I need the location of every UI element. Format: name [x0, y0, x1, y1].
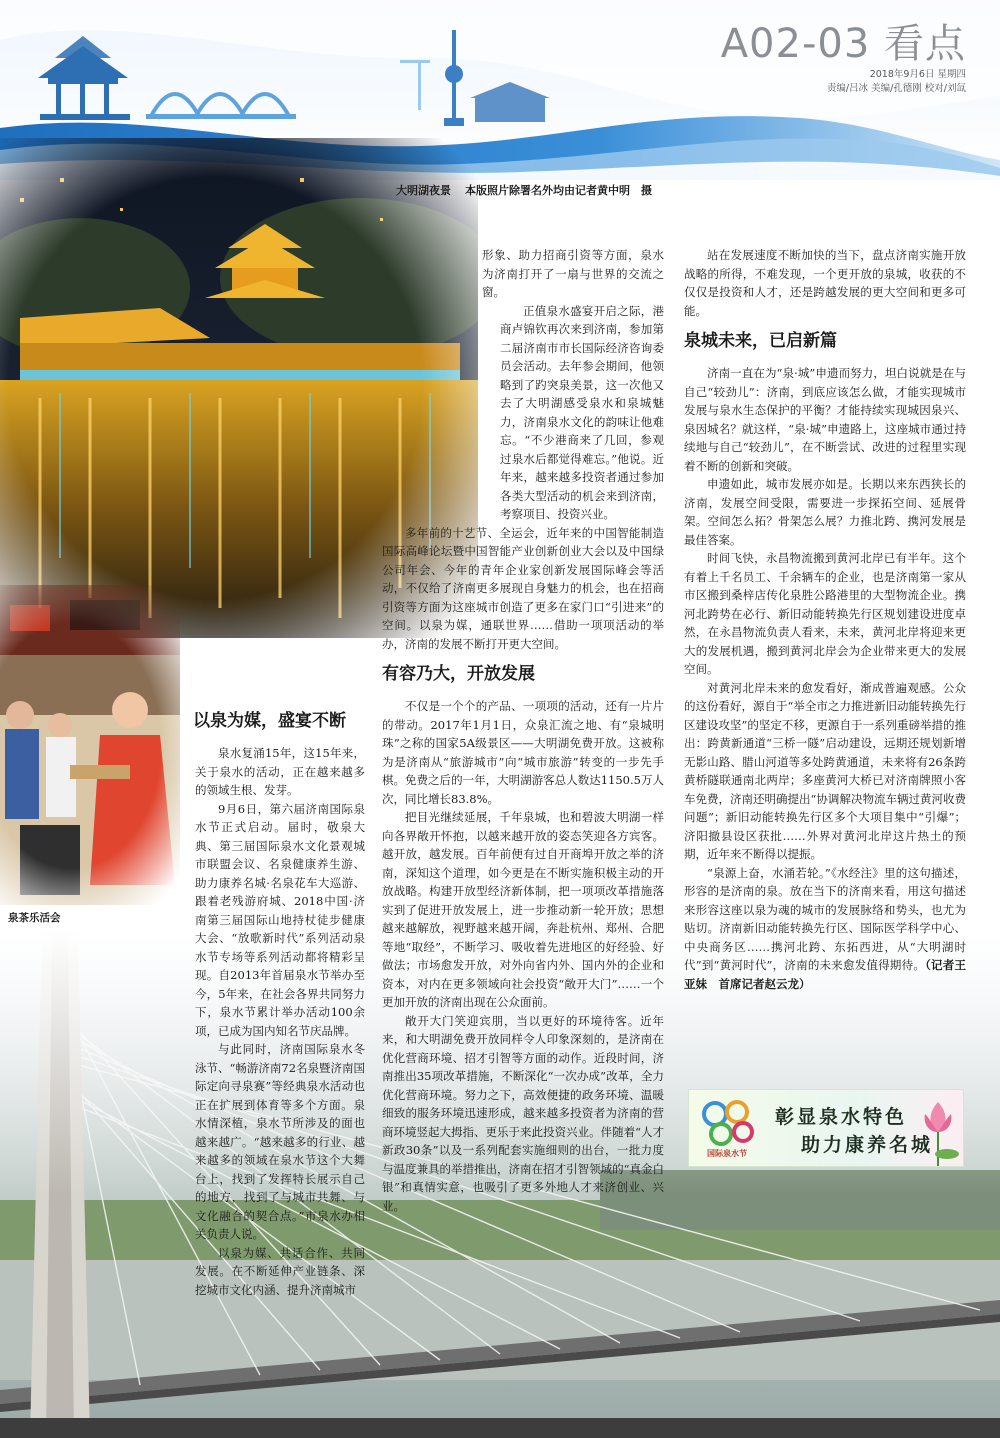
section1-heading: 以泉为媒，盛宴不断 — [193, 711, 346, 731]
top-photo-caption — [396, 182, 652, 198]
section3-paragraph: 申遗如此，城市发展亦如是。长期以来东西狭长的济南，发展空间受限，需要进一步探拓空间、延展骨架。空间怎么拓？骨架怎么展？力推北跨、携河发展是最佳答案。 — [684, 477, 966, 547]
section1-paragraph: 9月6日，第六届济南国际泉水节正式启动。届时，敬泉大典、第三届国际泉水文化景观城市联盟会议、名泉健康养生游、助力康养名城·名泉花车大巡游、跟着老残游府城、2018中国·济南第三届国际山地持杖徒步健康大会、“放歌新时代”系列活动泉水节专场等系列活动都将精彩呈现。自2013年首届泉水节举办至今，5年来，在社会各界共同努力下，泉水节累计举办活动100余项，已成为国内知名节庆品牌。 — [195, 801, 365, 1038]
festival-slogan-box — [688, 1089, 964, 1167]
section3-paragraph: 济南一直在为“泉·城”申遗而努力，坦白说就是在与自己“较劲儿”：济南，到底应该怎么做，才能实现城市发展与泉水生态保护的平衡？才能持续实现城因泉兴、泉因城名？就这样，“泉·城”申遗路上，这座城市通过持续地与自己“较劲儿”，在不断尝试、改进的过程里实现着不断的创新和突破。 — [684, 366, 966, 473]
top-photo-caption-label: 大明湖夜景 — [396, 184, 451, 197]
section3-paragraph: 时间飞快，永昌物流搬到黄河北岸已有半年。这个有着上千名员工、千余辆车的企业，也是济南第一家从市区搬到桑梓店传化泉胜公路港里的大型物流企业。携河北跨势在必行、新旧动能转换先行区规划建设进度卓然，在永昌物流负责人看来，未来，黄河北岸将迎来更大的发展机遇，搬到黄河北岸会为企业带来更大的发展空间。 — [684, 551, 966, 676]
editors-credit: 责编/吕冰 美编/孔德刚 校对/刘氙 — [826, 83, 966, 94]
column-left — [195, 708, 365, 1299]
section1-continued-paragraph: 形象、助力招商引资等方面，泉水为济南打开了一扇与世界的交流之窗。 — [482, 248, 664, 299]
section3-paragraph: 对黄河北岸未来的愈发看好，渐成普遍观感。公众的这份看好，源自于“举全市之力推进新旧动能转换先行区建设攻坚”的坚定不移，更源自于一系列重磅举措的推出：跨黄新通道“三桥一隧”启动建设，远期还规划新增无影山路、腊山河道等多处跨黄通道，未来将有26条跨黄桥隧联通南北两岸；多座黄河大桥已对济南牌照小客车免费，济南还明确提出“协调解决物流车辆过黄河收费问题”；新旧动能转换先行区多个大项目集中“引爆”；济阳撤县设区获批……外界对黄河北岸这片热土的预期，近年来不断得以提振。 — [684, 680, 966, 861]
section2-heading: 有容乃大，开放发展 — [382, 664, 535, 684]
section2-paragraph: 站在发展速度不断加快的当下，盘点济南实施开放战略的所得，不难发现，一个更开放的泉城，收获的不仅仅是投资和人才，还是跨越发展的更大空间和更多可能。 — [684, 248, 966, 318]
section1-paragraph: 与此同时，济南国际泉水冬泳节、“畅游济南72名泉暨济南国际定向寻泉赛”等经典泉水活动也正在扩展到体育等多个方面。泉水情深植，泉水节所涉及的面也越来越广。“越来越多的行业、越来越多的领域在泉水节这个大舞台上，找到了发挥特长展示自己的地方，找到了与城市共舞、与文化融合的契合点。”市泉水办相关负责人说。 — [195, 1042, 366, 1241]
section1-paragraph: 以泉为媒、共话合作、共同发展。在不断延伸产业链条、深挖城市文化内涵、提升济南城市 — [195, 1245, 365, 1297]
column-middle — [382, 246, 664, 1215]
section1-paragraph: 泉水复涌15年，这15年来，关于泉水的活动，正在越来越多的领域生根、发芽。 — [195, 746, 365, 797]
tea-photo-caption: 泉茶乐活会 — [8, 912, 61, 924]
section3-paragraph — [684, 864, 966, 994]
article-byline: （记者王亚妹 首席记者赵云龙） — [684, 958, 967, 991]
column-right — [684, 246, 966, 993]
section1-continued-paragraph: 正值泉水盛宴开启之际，港商卢锦钦再次来到济南，参加第二届济南市市长国际经济咨询委员会活动。去年参会期间，他领略到了趵突泉美景，这一次他又去了大明湖感受泉水和泉城魅力，济南泉水文化的韵味让他难忘。“不少港商来了几回，参观过泉水后都觉得难忘。”他说。近年来，越来越多投资者通过参加各类大型活动的机会来到济南，考察项目、投资兴业。 — [500, 303, 664, 521]
slogan-line-1: 彰显泉水特色 — [775, 1106, 908, 1128]
section2-paragraph: 不仅是一个个的产品、一项项的活动，还有一片片的带动。2017年1月1日，众泉汇流之地、有“泉城明珠”之称的国家5A级景区——大明湖免费开放。这被称为是济南从“旅游城市”向“城市旅游”转变的一步先手棋。免费之后的一年，大明湖游客总人数达1150.5万人次，同比增长83.8%。 — [382, 699, 664, 806]
slogan-line-2: 助力康养名城 — [801, 1134, 934, 1156]
lotus-icon — [915, 1092, 961, 1166]
issue-date: 2018年9月6日 星期四 — [869, 69, 966, 80]
festival-org-name: 国际泉水节 — [707, 1148, 747, 1158]
section3-heading: 泉城未来，已启新篇 — [684, 331, 837, 351]
section2-paragraph: 敞开大门笑迎宾朋，当以更好的环境待客。近年来，和大明湖免费开放同样令人印象深刻的，是济南在优化营商环境、招才引智等方面的动作。近段时间，济南推出35项改革措施，不断深化“一次办成”改革，全力优化营商环境。努力之下，高效便捷的政务环境、温暖细致的服务环境迅速形成，越来越多投资者为济南的营商环境竖起大拇指、更乐于来此投资兴业。伴随着“人才新政30条”以及一系列配套实施细则的出台，一批力度与温度兼具的举措推出，济南在招才引智领域的“真金白银”和真情实意，也吸引了更多外地人才来济创业、兴业。 — [382, 1013, 664, 1213]
section3-final-text: “泉源上奋，水涌若轮。”《水经注》里的这句描述，形容的是济南的泉。放在当下的济南来看，用这句描述来形容这座以泉为魂的城市的发展脉络和势头，也尤为贴切。济南新旧动能转换先行区、国际医学科学中心、中央商务区……携河北跨、东拓西进，从“大明湖时代”到“黄河时代”，济南的未来愈发值得期待。 — [684, 865, 966, 972]
photo-credit: 本版照片除署名外均由记者黄中明 摄 — [465, 184, 652, 197]
section2-paragraph: 把目光继续延展，千年泉城，也和碧波大明湖一样向各界敞开怀抱，以越来越开放的姿态笑迎各方宾客。越开放，越发展。百年前便有过自开商埠开放之举的济南，深知这个道理，如今更是在不断实施积极主动的开放战略。构建开放型经济新体制，把一项项改革措施落实到了促进开放发展上，进一步推动新一轮开放；思想越来越解放，视野越来越开阔，奔赴杭州、郑州、合肥等地“取经”，不断学习、吸收着先进地区的好经验、好做法；市场愈发开放，对外向省内外、国内外的企业和资本，对内在更多领域向社会投资“敞开大门”……一个更加开放的济南出现在公众面前。 — [382, 810, 664, 1009]
spring-tea-event-photo — [0, 585, 180, 905]
page-number-label: A02-03 看点 — [720, 21, 966, 67]
section1-continued-paragraph: 多年前的十艺节、全运会，近年来的中国智能制造国际高峰论坛暨中国智能产业创新创业大会以及中国绿公司年会、今年的青年企业家创新发展国际峰会等活动，不仅给了济南更多展现自身魅力的机会，也在招商引资等方面为这座城市创造了更多在家门口“引进来”的空间。以泉为媒，通联世界……借助一项项活动的举办，济南的发展不断打开更大空间。 — [382, 525, 664, 651]
